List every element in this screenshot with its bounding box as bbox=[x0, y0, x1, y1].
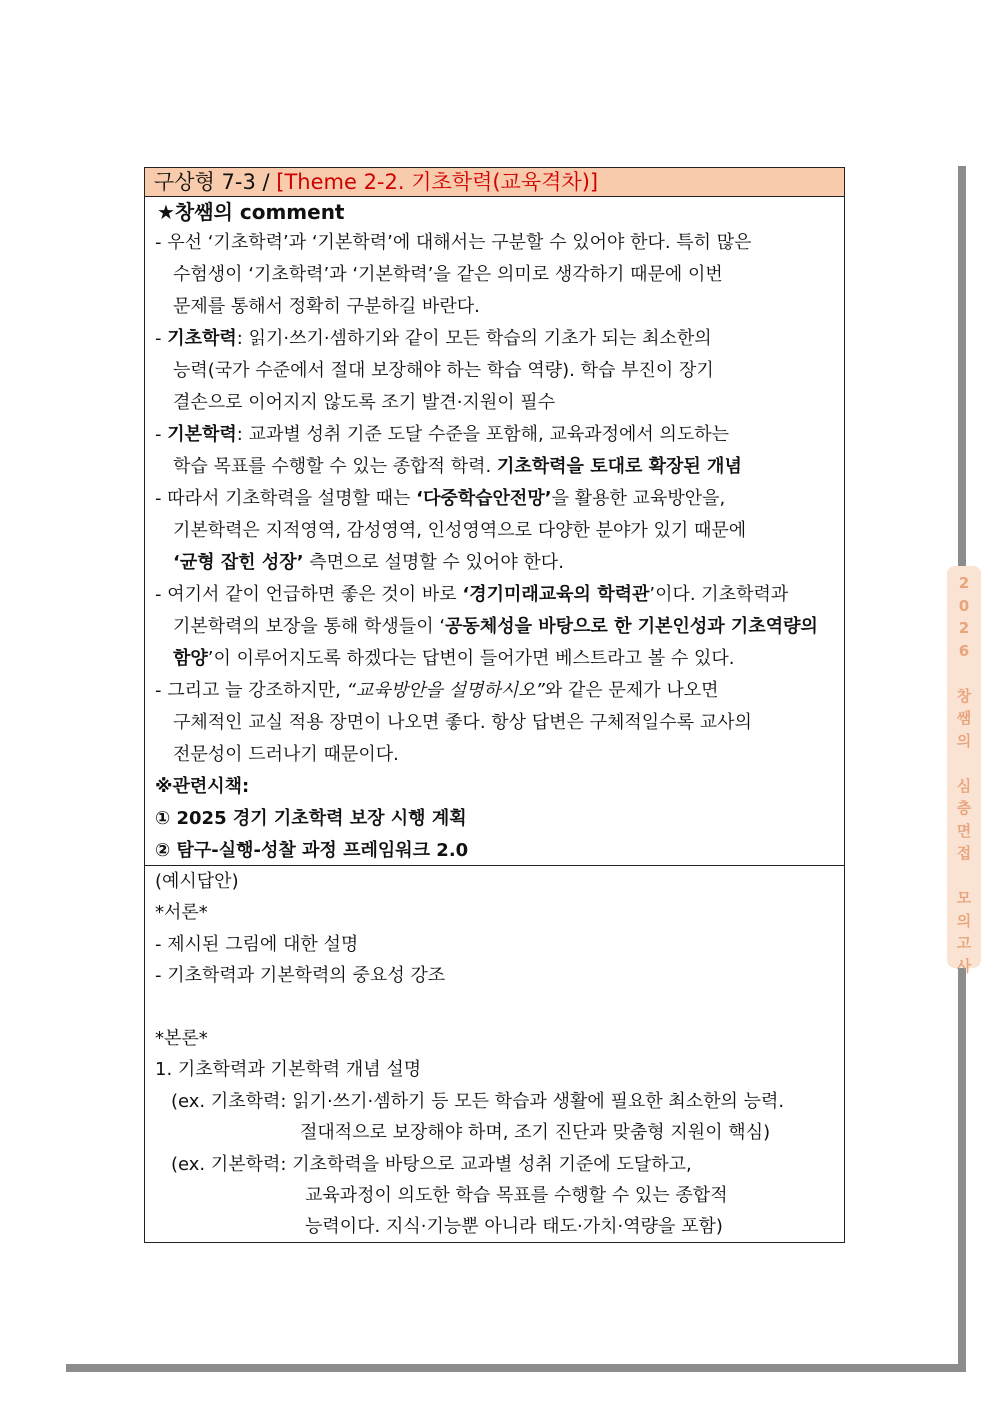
comment-line bbox=[155, 643, 844, 675]
side-tab bbox=[947, 566, 981, 975]
side-tab-char: 층 bbox=[956, 799, 972, 817]
comment-heading: ★창쌤의 comment bbox=[157, 200, 345, 224]
side-tab-char: 고 bbox=[956, 934, 972, 952]
text: ’이다. 기초학력과 bbox=[649, 584, 789, 605]
question-table bbox=[144, 167, 845, 1243]
side-tab-char: 면 bbox=[956, 821, 972, 840]
comment-section bbox=[145, 197, 844, 866]
comment-line: 결손으로 이어지지 않도록 조기 발견·지원이 필수 bbox=[173, 392, 556, 413]
side-tab-char: 접 bbox=[956, 844, 972, 862]
comment-line bbox=[155, 419, 844, 451]
comment-line: 구체적인 교실 적용 장면이 나오면 좋다. 항상 답변은 구체적일수록 교사의 bbox=[173, 712, 752, 733]
side-tab-char: 2 bbox=[958, 574, 970, 592]
side-tab-gap bbox=[961, 865, 966, 888]
comment-line bbox=[155, 323, 844, 355]
comment-line: 전문성이 드러나기 때문이다. bbox=[173, 744, 399, 765]
side-tab-char: 심 bbox=[956, 776, 972, 795]
comment-line: - 우선 ‘기초학력’과 ‘기본학력’에 대해서는 구분할 수 있어야 한다. 특히 많은 bbox=[155, 232, 752, 253]
side-tab-char: 창 bbox=[956, 686, 972, 705]
sample-answer-section bbox=[145, 866, 844, 1243]
side-tab-char: 쌤 bbox=[956, 709, 972, 727]
emphasis: 기초학력을 토대로 확장된 개념 bbox=[496, 456, 742, 477]
side-tab-char: 2 bbox=[958, 619, 970, 637]
comment-line: 문제를 통해서 정확히 구분하길 바란다. bbox=[173, 296, 480, 317]
theme-title: [Theme 2-2. 기초학력(교육격차)] bbox=[276, 170, 599, 194]
comment-line bbox=[155, 483, 844, 515]
comment-line: 수험생이 ‘기초학력’과 ‘기본학력’을 같은 의미로 생각하기 때문에 이번 bbox=[173, 264, 723, 285]
side-tab-char: 사 bbox=[956, 956, 972, 975]
title-row bbox=[145, 168, 844, 197]
intro-heading: *서론* bbox=[155, 902, 208, 924]
side-tab-char: 6 bbox=[958, 641, 970, 660]
text: - 따라서 기초학력을 설명할 때는 bbox=[155, 488, 417, 509]
text: : 교과별 성취 기준 도달 수준을 포함해, 교육과정에서 의도하는 bbox=[236, 424, 730, 445]
emphasis: ‘경기미래교육의 학력관 bbox=[462, 584, 650, 605]
comment-line: 능력(국가 수준에서 절대 보장해야 하는 학습 역량). 학습 부진이 장기 bbox=[173, 360, 714, 381]
example-line: 능력이다. 지식·기능뿐 아니라 태도·가치·역량을 포함) bbox=[305, 1216, 723, 1238]
sample-answer-label: (예시답안) bbox=[155, 871, 239, 892]
comment-line bbox=[155, 611, 844, 643]
text: 와 같은 문제가 나오면 bbox=[544, 680, 719, 701]
side-tab-gap bbox=[961, 752, 966, 775]
example-line: 절대적으로 보장해야 하며, 조기 진단과 맞춤형 지원이 핵심) bbox=[300, 1122, 771, 1144]
example-line: (ex. 기본학력: 기초학력을 바탕으로 교과별 성취 기준에 도달하고, bbox=[171, 1153, 692, 1175]
text: 을 활용한 교육방안을, bbox=[551, 488, 726, 509]
page-shadow-bottom bbox=[66, 1364, 966, 1372]
intro-item: - 기초학력과 기본학력의 중요성 강조 bbox=[155, 965, 446, 987]
related-policy-heading: ※관련시책: bbox=[155, 776, 250, 797]
text: 학습 목표를 수행할 수 있는 종합적 학력. bbox=[173, 456, 497, 477]
comment-line bbox=[155, 451, 844, 483]
side-tab-char: 0 bbox=[958, 596, 970, 615]
comment-line: 기본학력은 지적영역, 감성영역, 인성영역으로 다양한 분야가 있기 때문에 bbox=[173, 520, 747, 541]
text: 기본학력의 보장을 통해 학생들이 ‘ bbox=[173, 616, 446, 637]
side-tab-char: 의 bbox=[956, 911, 972, 930]
example-line: (ex. 기초학력: 읽기·쓰기·셈하기 등 모든 학습과 생활에 필요한 최소한의 능력. bbox=[171, 1090, 785, 1112]
text: ’이 이루어지도록 하겠다는 답변이 들어가면 베스트라고 볼 수 있다. bbox=[207, 648, 735, 669]
related-policy-item: ① 2025 경기 기초학력 보장 시행 계획 bbox=[155, 808, 467, 829]
dash: - bbox=[155, 424, 168, 445]
text: : 읽기·쓰기·셈하기와 같이 모든 학습의 기초가 되는 최소한의 bbox=[236, 328, 712, 349]
side-tab-char: 모 bbox=[956, 889, 972, 907]
comment-line bbox=[155, 675, 844, 707]
side-tab-gap bbox=[961, 662, 966, 685]
comment-line bbox=[155, 579, 844, 611]
comment-line bbox=[155, 547, 844, 579]
text: - 그리고 늘 강조하지만, bbox=[155, 680, 347, 701]
side-tab-char: 의 bbox=[956, 731, 972, 750]
emphasis: ‘균형 잡힌 성장’ bbox=[173, 552, 304, 573]
term-fundamental-academic: 기본학력 bbox=[167, 424, 237, 445]
example-line: 교육과정이 의도한 학습 목표를 수행할 수 있는 종합적 bbox=[305, 1184, 728, 1206]
question-number: 구상형 7-3 / bbox=[154, 170, 277, 194]
emphasis: 공동체성을 바탕으로 한 기본인성과 기초역량의 bbox=[445, 616, 818, 637]
emphasis: 함양 bbox=[173, 648, 208, 669]
body-item: 1. 기초학력과 기본학력 개념 설명 bbox=[155, 1059, 422, 1081]
text: 측면으로 설명할 수 있어야 한다. bbox=[303, 552, 564, 573]
text: - 여기서 같이 언급하면 좋은 것이 바로 bbox=[155, 584, 463, 605]
quote: “교육방안을 설명하시오” bbox=[346, 680, 545, 701]
body-heading: *본론* bbox=[155, 1027, 208, 1049]
spacer bbox=[155, 992, 844, 1023]
term-basic-literacy: 기초학력 bbox=[167, 328, 237, 349]
emphasis: ‘다중학습안전망’ bbox=[416, 488, 552, 509]
intro-item: - 제시된 그림에 대한 설명 bbox=[155, 933, 359, 955]
related-policy-item: ② 탐구-실행-성찰 과정 프레임워크 2.0 bbox=[155, 840, 469, 861]
dash: - bbox=[155, 328, 168, 349]
